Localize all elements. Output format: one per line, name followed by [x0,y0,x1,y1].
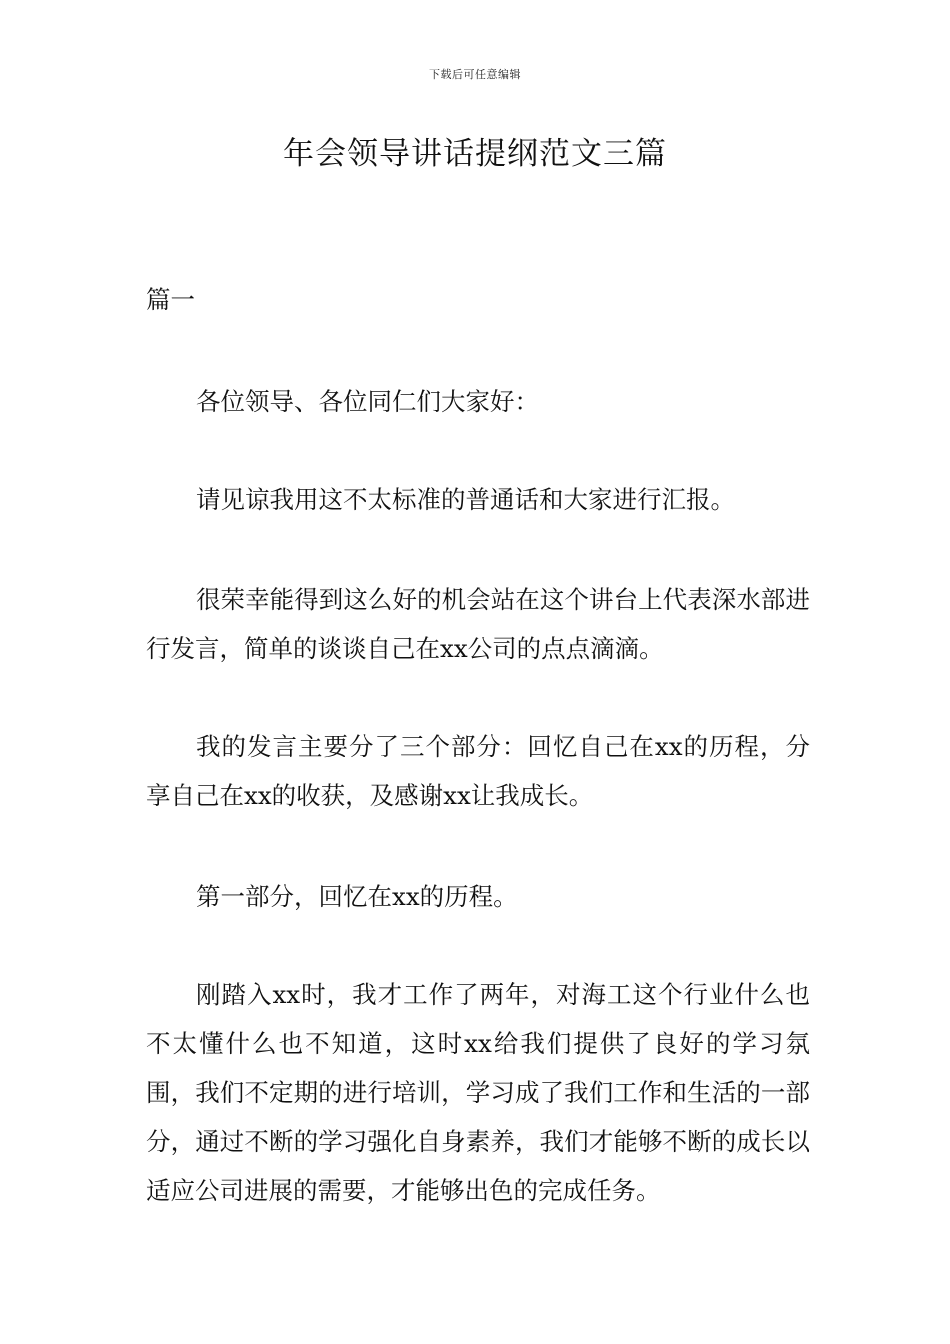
paragraph-part-one-heading: 第一部分，回忆在xx的历程。 [196,882,518,911]
document-title: 年会领导讲话提纲范文三篇 [283,136,667,172]
paragraph-honor: 很荣幸能得到这么好的机会站在这个讲台上代表深水部进行发言，简单的谈谈自己在xx公司的点点滴滴。 [146,585,810,663]
paragraph-apology: 请见谅我用这不太标准的普通话和大家进行汇报。 [196,485,735,514]
paragraph-history: 刚踏入xx时，我才工作了两年，对海工这个行业什么也不太懂什么也不知道，这时xx给我们提供了良好的学习氛围，我们不定期的进行培训，学习成了我们工作和生活的一部分，通过不断的学习强化自身素养，我们才能够不断的成长以适应公司进展的需要，才能够出色的完成任务。 [146,980,810,1205]
header-note: 下载后可任意编辑 [429,68,521,81]
paragraph-greeting: 各位领导、各位同仁们大家好： [196,387,539,416]
paragraph-outline: 我的发言主要分了三个部分：回忆自己在xx的历程，分享自己在xx的收获，及感谢xx让我成长。 [146,732,810,810]
section-label: 篇一 [146,285,195,314]
